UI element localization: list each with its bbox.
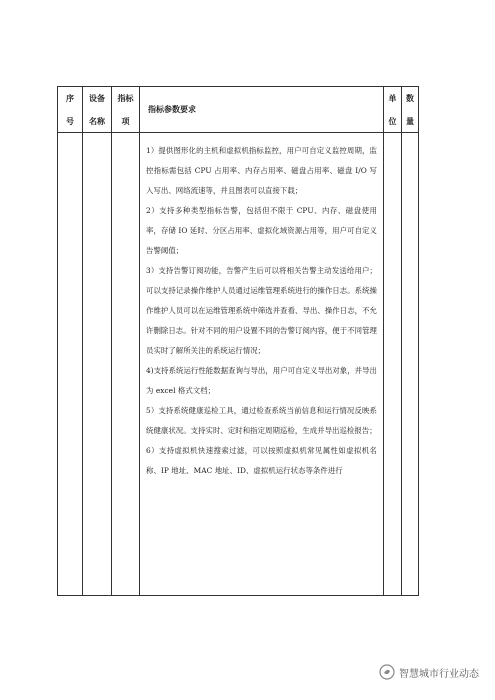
cell-unit	[384, 133, 402, 596]
param-paragraph-5: 5）支持系统健康巡检工具，通过检查系统当前信息和运行情况反映系统健康状况。支持实时、定时和指定周期巡检，生成并导出巡检报告；	[146, 406, 377, 435]
table-header-row	[58, 87, 419, 133]
cell-quantity	[402, 133, 419, 596]
watermark	[379, 664, 479, 680]
param-paragraph-4: 4)支持系统运行性能数据查询与导出，用户可自定义导出对象，并导出为 excel 格式文档；	[146, 366, 377, 395]
cell-device-name	[83, 133, 112, 596]
header-no: 序 号	[58, 87, 83, 133]
header-params: 指标参数要求	[140, 87, 384, 133]
wechat-logo-icon	[379, 664, 395, 680]
param-paragraph-2: 2）支持多种类型指标告警，包括但不限于 CPU、内存、磁盘使用率，存储 IO 延时、分区占用率、虚拟化域资源占用等，用户可自定义告警阈值；	[146, 206, 377, 255]
header-quantity: 数 量	[402, 87, 419, 133]
param-paragraph-6: 6）支持虚拟机快速搜索过滤，可以按照虚拟机常见属性如虚拟机名称、IP 地址、MAC 地址、ID、虚拟机运行状态等条件进行	[146, 446, 377, 475]
header-unit: 单 位	[384, 87, 402, 133]
watermark-text: 智慧城市行业动态	[399, 668, 479, 680]
header-device-name: 设备 名称	[83, 87, 112, 133]
param-paragraph-3: 3）支持告警订阅功能，告警产生后可以将相关告警主动发送给用户；可以支持记录操作维护人员通过运维管理系统进行的操作日志。系统操作维护人员可以在运维管理系统中筛选并查看、导出、操作日志，不允许删除日志。针对不同的用户设置不同的告警订阅内容，便于不同管理员实时了解所关注的系统运行情况；	[146, 266, 377, 355]
table-row	[58, 133, 419, 596]
spec-table	[57, 86, 419, 596]
cell-no	[58, 133, 83, 596]
cell-indicator	[112, 133, 140, 596]
param-paragraph-1: 1）提供图形化的主机和虚拟机指标监控，用户可自定义监控周期，监控指标需包括 CPU 占用率、内存占用率、磁盘占用率、磁盘 I/O 写入写出、网络流速等，并且图表可以直接下载；	[146, 146, 377, 195]
cell-params	[140, 133, 384, 596]
header-indicator: 指标 项	[112, 87, 140, 133]
